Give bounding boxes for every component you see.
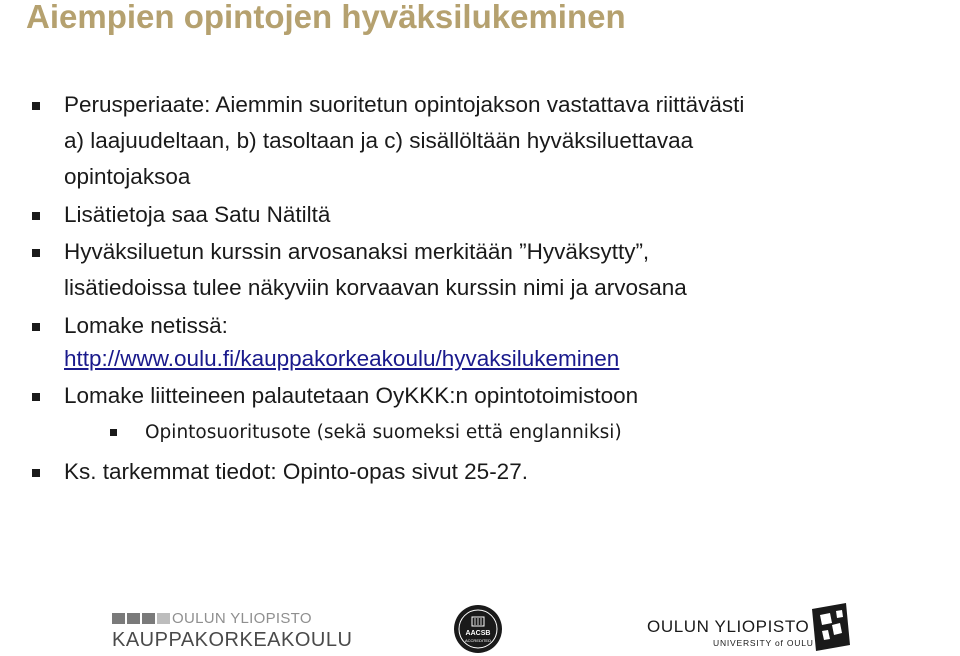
bullet-marker	[32, 212, 40, 220]
bullet-1-line-1: Perusperiaate: Aiemmin suoritetun opintojakson vastattava riittävästi	[64, 92, 745, 117]
oulu-university-logo	[647, 617, 814, 648]
bullet-3-line-1: Hyväksiluetun kurssin arvosanaksi merkitään ”Hyväksytty”,	[64, 239, 650, 264]
logo-university-en: UNIVERSITY of OULU	[713, 638, 814, 648]
footer-logos	[0, 595, 960, 656]
slide-title: Aiempien opintojen hyväksilukeminen	[26, 0, 626, 35]
bullet-marker	[32, 249, 40, 257]
bullet-marker	[32, 102, 40, 110]
logo-university-fi: OULUN YLIOPISTO	[647, 617, 810, 636]
oulu-emblem-icon	[806, 601, 852, 653]
form-link[interactable]: http://www.oulu.fi/kauppakorkeakoulu/hyvaksilukeminen	[64, 346, 620, 371]
bullet-marker	[32, 323, 40, 331]
bullet-3-line-2: lisätiedoissa tulee näkyviin korvaavan kurssin nimi ja arvosana	[64, 275, 687, 300]
bullet-1-line-3: opintojaksoa	[64, 164, 191, 189]
logo-university-name: OULUN YLIOPISTO	[172, 610, 312, 627]
bullet-5: Lomake liitteineen palautetaan OyKKK:n opintotoimistoon	[64, 383, 639, 408]
sub-bullet-marker	[110, 429, 117, 436]
bullet-2: Lisätietoja saa Satu Nätiltä	[64, 202, 331, 227]
bullet-4-line-1: Lomake netissä:	[64, 313, 228, 338]
bullet-6: Ks. tarkemmat tiedot: Opinto-opas sivut 25-27.	[64, 459, 528, 484]
bullet-1-line-2: a) laajuudeltaan, b) tasoltaan ja c) sisällöltään hyväksiluettavaa	[64, 128, 694, 153]
bullet-marker	[32, 469, 40, 477]
svg-text:AACSB: AACSB	[465, 630, 491, 637]
logo-school-name: KAUPPAKORKEAKOULU	[112, 629, 353, 651]
aacsb-seal-icon	[453, 604, 503, 654]
svg-text:ACCREDITED: ACCREDITED	[464, 638, 492, 643]
form-link-row	[64, 342, 619, 376]
bullet-5-sub: Opintosuoritusote (sekä suomeksi että englanniksi)	[145, 422, 622, 443]
logo-bars-icon	[112, 613, 170, 624]
bullet-marker	[32, 393, 40, 401]
